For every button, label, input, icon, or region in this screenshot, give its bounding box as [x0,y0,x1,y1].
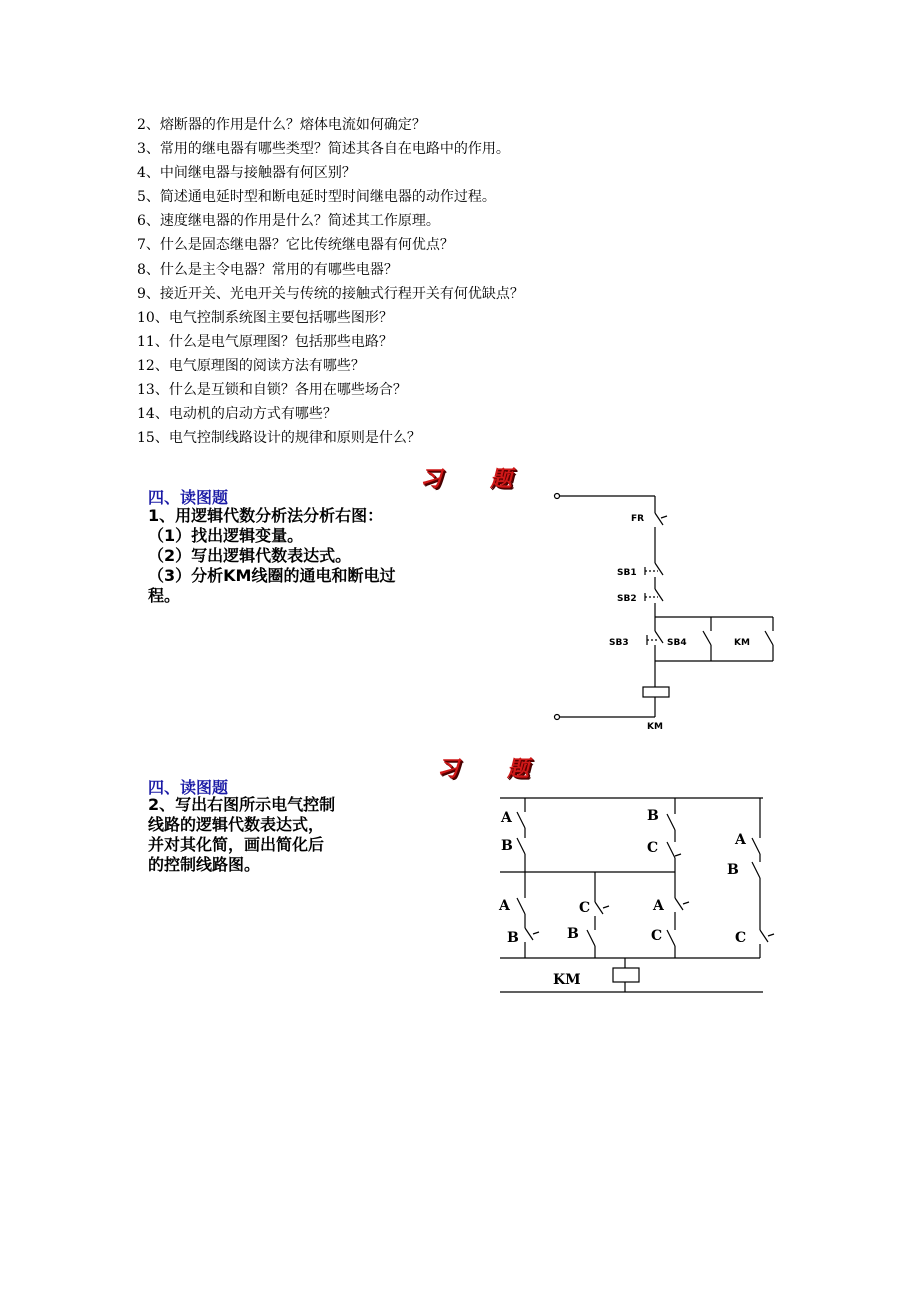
question-item: 7、什么是固态继电器？它比传统继电器有何优点？ [137,237,454,254]
label-a3: A [499,898,510,914]
label-km-contact: KM [734,638,750,648]
question-item: 8、什么是主令电器？常用的有哪些电器？ [137,261,398,278]
label-sb3: SB3 [609,638,629,648]
question-list [137,113,757,450]
task-line: （2）写出逻辑代数表达式。 [148,546,352,565]
task-line: 1、用逻辑代数分析法分析右图： [148,506,384,525]
question-item: 2、熔断器的作用是什么？熔体电流如何确定？ [137,117,426,133]
slide2-title-a: 习 [437,756,462,782]
label-b5: B [567,926,579,942]
task-line: 的控制线路图。 [148,855,261,874]
label-sb2: SB2 [617,594,637,604]
question-item: 12、电气原理图的阅读方法有哪些？ [137,357,365,374]
label-km-coil-2: KM [553,972,581,988]
label-c2: C [647,840,659,856]
label-km-coil: KM [647,722,663,732]
slide2-title [437,752,531,783]
label-sb4: SB4 [667,638,687,648]
task-line: （3）分析KM线圈的通电和断电过 [148,566,396,585]
slide1-title-a: 习 [420,466,445,492]
label-b1: B [501,838,513,854]
slide1-circuit-diagram [545,485,790,735]
question-item: 10、电气控制系统图主要包括哪些图形？ [137,309,393,326]
label-a1: A [501,810,512,826]
question-item: 4、中间继电器与接触器有何区别？ [137,165,356,182]
label-a4: A [735,832,746,848]
question-item: 13、什么是互锁和自锁？各用在哪些场合？ [137,382,407,399]
question-item: 9、接近开关、光电开关与传统的接触式行程开关有何优缺点？ [137,285,524,302]
label-c7: C [735,930,747,946]
label-b4: B [727,862,739,878]
slide1-task-text [148,506,395,606]
label-a6: A [653,898,664,914]
slide1-title-b: 题 [490,466,515,492]
slide2-task-text [148,795,335,875]
question-item: 6、速度继电器的作用是什么？简述其工作原理。 [137,213,440,230]
task-line: 程。 [148,586,181,605]
task-line: 2、写出右图所示电气控制 [148,795,336,814]
task-line: 并对其化简，画出简化后 [148,835,325,854]
task-line: 线路的逻辑代数表达式， [148,815,325,834]
question-item: 5、简述通电延时型和断电延时型时间继电器的动作过程。 [137,189,496,206]
slide1-section-heading: 四、读图题 [148,488,229,507]
label-b3: B [507,930,519,946]
label-c5: C [579,900,591,916]
label-c6: C [651,928,663,944]
question-item: 15、电气控制线路设计的规律和原则是什么？ [137,430,421,447]
slide1-title [420,462,514,493]
label-b2: B [647,808,659,824]
question-item: 11、什么是电气原理图？包括那些电路？ [137,333,393,350]
task-line: （1）找出逻辑变量。 [148,526,304,545]
label-fr: FR [631,514,645,524]
question-item: 3、常用的继电器有哪些类型？简述其各自在电路中的作用。 [137,141,510,158]
slide2-circuit-diagram [495,790,775,1000]
label-sb1: SB1 [617,568,637,578]
question-item: 14、电动机的启动方式有哪些？ [137,406,337,423]
slide2-section-heading: 四、读图题 [148,778,229,797]
slide2-title-b: 题 [507,756,532,782]
